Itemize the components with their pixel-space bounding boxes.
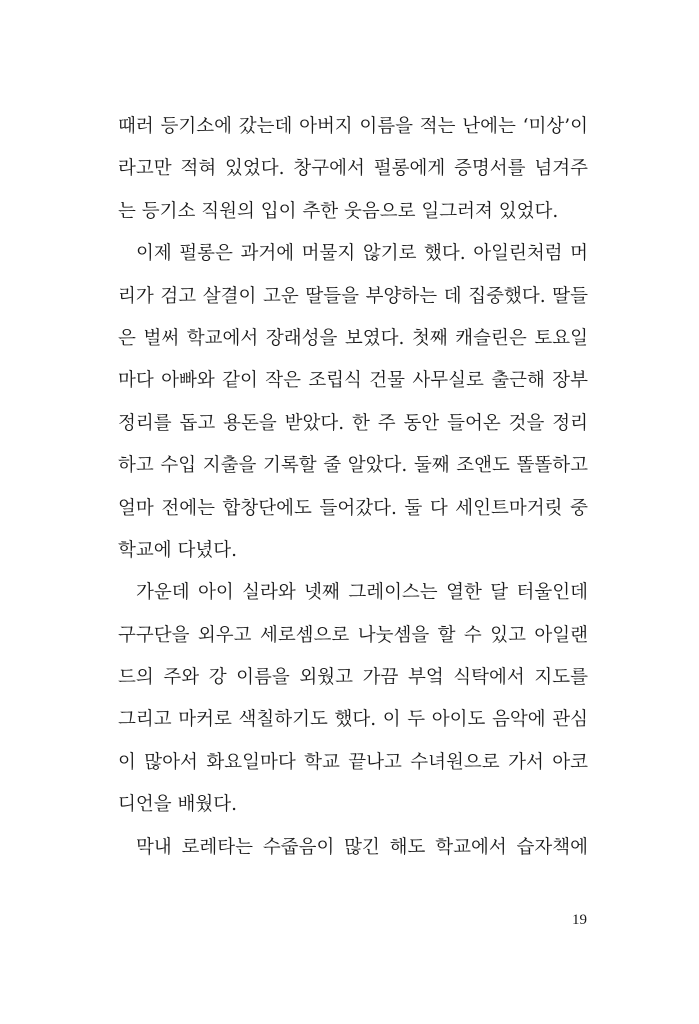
text-line: 하고 수입 지출을 기록할 줄 알았다. 둘째 조앤도 똘똘하고 <box>118 455 588 477</box>
text-line: 리가 검고 살결이 고운 딸들을 부양하는 데 집중했다. 딸들 <box>118 285 588 307</box>
text-line: 이 많아서 화요일마다 학교 끝나고 수녀원으로 가서 아코 <box>118 751 588 773</box>
text-line: 때러 등기소에 갔는데 아버지 이름을 적는 난에는 ‘미상’이 <box>118 116 588 137</box>
text-line: 구구단을 외우고 세로셈으로 나눗셈을 할 수 있고 아일랜 <box>118 624 588 646</box>
text-line: 이제 펄롱은 과거에 머물지 않기로 했다. 아일린처럼 머 <box>136 243 588 265</box>
text-line: 라고만 적혀 있었다. 창구에서 펄롱에게 증명서를 넘겨주 <box>118 158 588 180</box>
body-text <box>118 106 588 869</box>
text-line: 은 벌써 학교에서 장래성을 보였다. 첫째 캐슬린은 토요일 <box>118 327 588 349</box>
text-line: 막내 로레타는 수줍음이 많긴 해도 학교에서 습자책에 <box>136 836 588 858</box>
text-line: 마다 아빠와 같이 작은 조립식 건물 사무실로 출근해 장부 <box>118 370 588 392</box>
text-line: 정리를 돕고 용돈을 받았다. 한 주 동안 들어온 것을 정리 <box>118 412 588 434</box>
text-line: 드의 주와 강 이름을 외웠고 가끔 부엌 식탁에서 지도를 <box>118 667 588 689</box>
text-line: 디언을 배웠다. <box>118 794 237 816</box>
text-line: 가운데 아이 실라와 넷째 그레이스는 열한 달 터울인데 <box>136 582 588 604</box>
page-number: 19 <box>572 912 587 928</box>
text-line: 그리고 마커로 색칠하기도 했다. 이 두 아이도 음악에 관심 <box>118 709 588 731</box>
text-line: 얼마 전에는 합창단에도 들어갔다. 둘 다 세인트마거릿 중 <box>118 497 588 519</box>
text-line: 는 등기소 직원의 입이 추한 웃음으로 일그러져 있었다. <box>118 200 559 222</box>
text-line: 학교에 다녔다. <box>118 539 237 561</box>
